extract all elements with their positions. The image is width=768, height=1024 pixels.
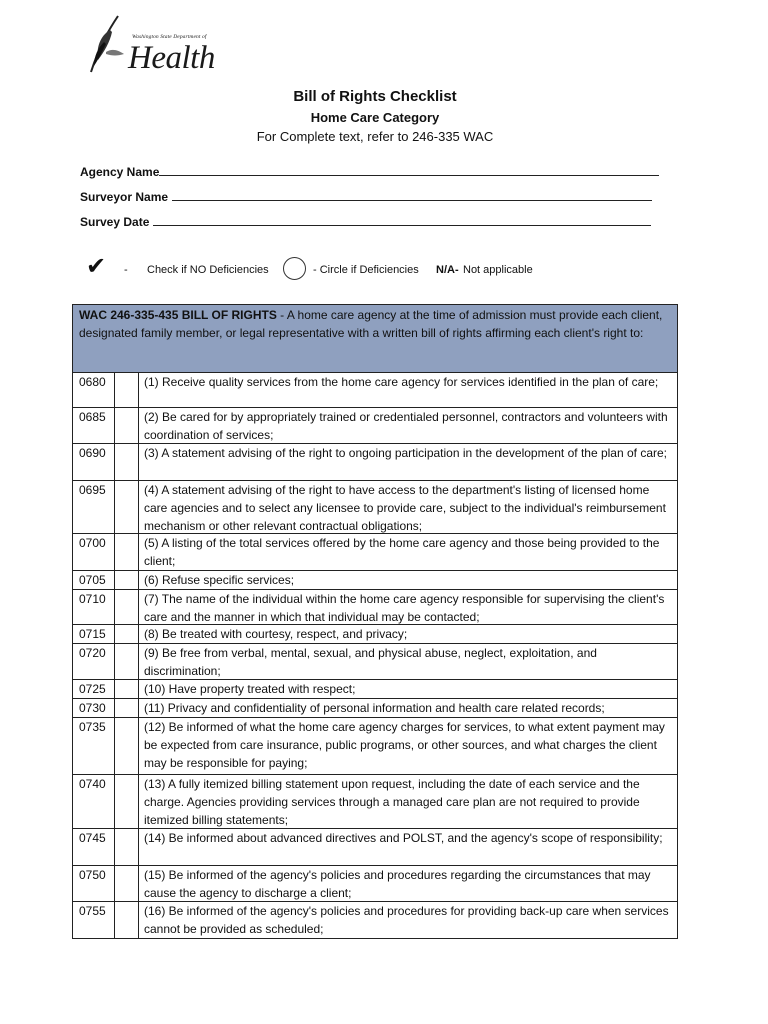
row-code: 0740	[73, 775, 115, 829]
logo-department-text: Washington State Department of	[132, 34, 207, 40]
row-text: (7) The name of the individual within the home care agency responsible for supervising the client's care and the manner in which that individual may be contacted;	[144, 592, 665, 624]
agency-name-field	[80, 164, 659, 179]
reference-text: For Complete text, refer to 246-335 WAC	[256, 129, 494, 144]
row-code: 0690	[73, 444, 115, 481]
row-check-cell[interactable]	[115, 481, 139, 534]
row-text-cell	[139, 680, 678, 699]
row-check-cell[interactable]	[115, 699, 139, 718]
logo-health-text: Health	[128, 40, 215, 76]
row-check-cell[interactable]	[115, 373, 139, 408]
legend	[86, 252, 646, 282]
survey-date-label: Survey Date	[80, 215, 150, 229]
agency-name-line[interactable]	[159, 164, 659, 176]
legend-circle-text: - Circle if Deficiencies	[313, 264, 419, 276]
survey-date-line[interactable]	[153, 214, 651, 226]
legend-na-label: N/A-	[436, 264, 459, 276]
table-row	[73, 625, 678, 644]
row-check-cell[interactable]	[115, 534, 139, 571]
table-row	[73, 718, 678, 775]
row-text: (12) Be informed of what the home care agency charges for services, to what extent payment may be expected from care insurance, public programs, or other sources, and what charges the client may be responsible for paying;	[144, 720, 665, 770]
health-department-logo	[88, 14, 228, 76]
row-text: (5) A listing of the total services offered by the home care agency and those being provided to the client;	[144, 536, 660, 568]
row-text: (10) Have property treated with respect;	[144, 682, 356, 696]
row-code: 0755	[73, 902, 115, 939]
row-text-cell	[139, 481, 678, 534]
row-text-cell	[139, 444, 678, 481]
row-check-cell[interactable]	[115, 680, 139, 699]
table-row	[73, 699, 678, 718]
row-check-cell[interactable]	[115, 866, 139, 902]
row-text: (1) Receive quality services from the home care agency for services identified in the plan of care;	[144, 375, 659, 389]
page-title: Bill of Rights Checklist	[293, 88, 457, 105]
table-header-cell	[73, 305, 678, 373]
surveyor-name-label: Surveyor Name	[80, 190, 169, 204]
row-text-cell	[139, 699, 678, 718]
row-text: (4) A statement advising of the right to have access to the department's listing of licensed home care agencies and to select any licensee to provide care, subject to the individual's reimbursement mechanism or other relevant contractual obligations;	[144, 483, 666, 533]
row-code: 0750	[73, 866, 115, 902]
row-check-cell[interactable]	[115, 408, 139, 444]
legend-check-text: Check if NO Deficiencies	[147, 264, 269, 276]
table-row	[73, 829, 678, 866]
table-row	[73, 444, 678, 481]
row-text: (8) Be treated with courtesy, respect, and privacy;	[144, 627, 408, 641]
surveyor-name-field	[80, 189, 652, 204]
row-text-cell	[139, 866, 678, 902]
agency-name-label: Agency Name	[80, 165, 160, 179]
row-text: (16) Be informed of the agency's policies and procedures for providing back-up care when services cannot be provided as scheduled;	[144, 904, 669, 936]
row-code: 0730	[73, 699, 115, 718]
row-text-cell	[139, 625, 678, 644]
row-code: 0720	[73, 644, 115, 680]
row-code: 0695	[73, 481, 115, 534]
row-text: (2) Be cared for by appropriately trained or credentialed personnel, contractors and volunteers with coordination of services;	[144, 410, 668, 442]
row-text: (3) A statement advising of the right to ongoing participation in the development of the plan of care;	[144, 446, 667, 460]
table-row	[73, 775, 678, 829]
row-text: (15) Be informed of the agency's policies and procedures regarding the circumstances that may cause the agency to discharge a client;	[144, 868, 651, 900]
bill-of-rights-table	[72, 304, 678, 939]
row-text-cell	[139, 644, 678, 680]
row-code: 0700	[73, 534, 115, 571]
row-check-cell[interactable]	[115, 775, 139, 829]
row-check-cell[interactable]	[115, 718, 139, 775]
row-text-cell	[139, 534, 678, 571]
row-code: 0725	[73, 680, 115, 699]
row-code: 0680	[73, 373, 115, 408]
survey-date-field	[80, 214, 651, 229]
row-code: 0715	[73, 625, 115, 644]
row-text-cell	[139, 829, 678, 866]
table-row	[73, 373, 678, 408]
checkmark-icon: ✔	[86, 252, 107, 280]
table-row	[73, 571, 678, 590]
table-row	[73, 534, 678, 571]
row-check-cell[interactable]	[115, 902, 139, 939]
row-check-cell[interactable]	[115, 590, 139, 625]
row-text-cell	[139, 902, 678, 939]
legend-dash: -	[124, 264, 128, 276]
row-check-cell[interactable]	[115, 829, 139, 866]
row-text: (13) A fully itemized billing statement upon request, including the date of each service and the charge. Agencies providing services through a managed care plan are not required to provide itemized billing statements;	[144, 777, 640, 827]
table-row	[73, 590, 678, 625]
row-text: (9) Be free from verbal, mental, sexual, and physical abuse, neglect, exploitation, and discrimination;	[144, 646, 597, 678]
row-text: (11) Privacy and confidentiality of personal information and health care related records;	[144, 701, 605, 715]
row-text-cell	[139, 408, 678, 444]
row-text-cell	[139, 571, 678, 590]
wac-reference: WAC 246-335-435 BILL OF RIGHTS	[79, 308, 277, 322]
row-code: 0710	[73, 590, 115, 625]
table-header-row	[73, 305, 678, 373]
row-code: 0745	[73, 829, 115, 866]
page-subtitle: Home Care Category	[310, 110, 440, 125]
row-text: (14) Be informed about advanced directives and POLST, and the agency's scope of responsibility;	[144, 831, 663, 845]
row-check-cell[interactable]	[115, 444, 139, 481]
table-row	[73, 481, 678, 534]
table-header-text: - A home care agency at the time of admission must provide each client, designated family member, or legal representative with a written bill of rights affirming each client's right to:	[79, 308, 663, 340]
row-code: 0735	[73, 718, 115, 775]
row-text-cell	[139, 373, 678, 408]
row-check-cell[interactable]	[115, 644, 139, 680]
table-row	[73, 902, 678, 939]
row-text-cell	[139, 590, 678, 625]
row-text: (6) Refuse specific services;	[144, 573, 295, 587]
table-row	[73, 680, 678, 699]
row-text-cell	[139, 718, 678, 775]
row-check-cell[interactable]	[115, 571, 139, 590]
table-row	[73, 866, 678, 902]
circle-icon	[283, 257, 306, 280]
surveyor-name-line[interactable]	[172, 189, 652, 201]
row-check-cell[interactable]	[115, 625, 139, 644]
row-code: 0685	[73, 408, 115, 444]
table-row	[73, 408, 678, 444]
row-code: 0705	[73, 571, 115, 590]
table-row	[73, 644, 678, 680]
legend-na-text: Not applicable	[463, 264, 533, 276]
row-text-cell	[139, 775, 678, 829]
